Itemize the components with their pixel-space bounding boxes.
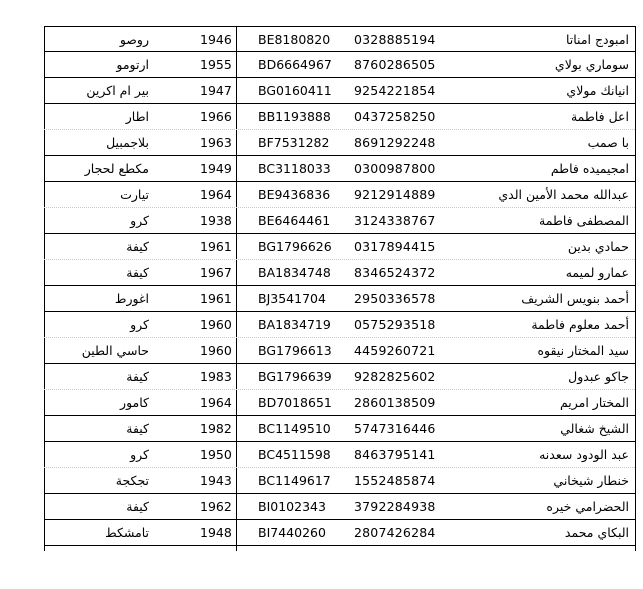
phone-cell: 3124338767 bbox=[354, 213, 436, 228]
document-number-cell: BC4511598 bbox=[258, 447, 331, 462]
phone-cell: 8760286505 bbox=[354, 57, 436, 72]
phone-cell: 0317894415 bbox=[354, 239, 436, 254]
document-number-cell: BE8180820 bbox=[258, 32, 331, 47]
birth-year-cell: 1946 bbox=[200, 32, 232, 47]
table-row bbox=[44, 416, 635, 442]
birth-year-cell: 1960 bbox=[200, 317, 232, 332]
birth-year-cell: 1947 bbox=[200, 83, 232, 98]
phone-cell: 8463795141 bbox=[354, 447, 436, 462]
phone-cell: 3792284938 bbox=[354, 499, 436, 514]
name-cell: عبد الودود سعدنه bbox=[539, 447, 629, 462]
birth-year-cell: 1955 bbox=[200, 57, 232, 72]
place-cell: اغورط bbox=[114, 291, 149, 306]
name-cell: سوماري بولاي bbox=[554, 57, 629, 72]
phone-cell: 8691292248 bbox=[354, 135, 436, 150]
phone-cell: 5747316446 bbox=[354, 421, 436, 436]
place-cell: كيفة bbox=[126, 265, 149, 280]
birth-year-cell: 1961 bbox=[200, 239, 232, 254]
table-row bbox=[44, 312, 635, 338]
document-number-cell: BJ3541704 bbox=[258, 291, 326, 306]
table-row bbox=[44, 494, 635, 520]
phone-cell: 2950336578 bbox=[354, 291, 436, 306]
records-table bbox=[44, 26, 635, 546]
document-number-cell: BI0102343 bbox=[258, 499, 326, 514]
table-row bbox=[44, 130, 635, 156]
name-cell: سيد المختار نيقوه bbox=[537, 343, 629, 358]
phone-cell: 0328885194 bbox=[354, 32, 436, 47]
phone-cell: 1552485874 bbox=[354, 473, 436, 488]
place-cell: روصو bbox=[119, 32, 149, 47]
place-cell: كرو bbox=[130, 447, 149, 462]
name-cell: امبودج امناتا bbox=[565, 32, 629, 47]
phone-cell: 0437258250 bbox=[354, 109, 436, 124]
birth-year-cell: 1966 bbox=[200, 109, 232, 124]
document-number-cell: BE9436836 bbox=[258, 187, 331, 202]
document-number-cell: BD7018651 bbox=[258, 395, 332, 410]
name-cell: المختار امريم bbox=[559, 395, 629, 410]
phone-cell: 2807426284 bbox=[354, 525, 436, 540]
place-cell: كيفة bbox=[126, 369, 149, 384]
birth-year-cell: 1964 bbox=[200, 395, 232, 410]
place-cell: اطار bbox=[125, 109, 149, 124]
birth-year-cell: 1983 bbox=[200, 369, 232, 384]
phone-cell: 9212914889 bbox=[354, 187, 436, 202]
birth-year-cell: 1967 bbox=[200, 265, 232, 280]
phone-cell: 9254221854 bbox=[354, 83, 436, 98]
place-cell: كامور bbox=[120, 395, 149, 410]
document-number-cell: BF7531282 bbox=[258, 135, 330, 150]
table-row bbox=[44, 364, 635, 390]
document-number-cell: BA1834748 bbox=[258, 265, 331, 280]
place-cell: مكطع لحجار bbox=[84, 161, 149, 176]
name-cell: المصطفى فاطمة bbox=[539, 213, 629, 228]
table-row bbox=[44, 78, 635, 104]
document-number-cell: BG0160411 bbox=[258, 83, 332, 98]
birth-year-cell: 1943 bbox=[200, 473, 232, 488]
name-cell: جاكو عبدول bbox=[568, 369, 629, 384]
table-row bbox=[44, 338, 635, 364]
birth-year-cell: 1962 bbox=[200, 499, 232, 514]
document-number-cell: BE6464461 bbox=[258, 213, 331, 228]
table-row bbox=[44, 234, 635, 260]
table-row bbox=[44, 26, 635, 52]
document-number-cell: BG1796626 bbox=[258, 239, 332, 254]
name-cell: اعل فاطمة bbox=[570, 109, 629, 124]
name-cell: أحمد بنويس الشريف bbox=[521, 291, 629, 306]
place-cell: كرو bbox=[130, 317, 149, 332]
document-number-cell: BC1149617 bbox=[258, 473, 331, 488]
name-cell: الحضرامي خيره bbox=[546, 499, 629, 514]
place-cell: كيفة bbox=[126, 421, 149, 436]
phone-cell: 4459260721 bbox=[354, 343, 436, 358]
name-cell: امجيميده فاطم bbox=[550, 161, 629, 176]
table-row bbox=[44, 182, 635, 208]
document-number-cell: BG1796639 bbox=[258, 369, 332, 384]
birth-year-cell: 1963 bbox=[200, 135, 232, 150]
place-cell: تجكجة bbox=[115, 473, 149, 488]
birth-year-cell: 1938 bbox=[200, 213, 232, 228]
birth-year-cell: 1949 bbox=[200, 161, 232, 176]
table-row bbox=[44, 468, 635, 494]
birth-year-cell: 1950 bbox=[200, 447, 232, 462]
phone-cell: 2860138509 bbox=[354, 395, 436, 410]
birth-year-cell: 1948 bbox=[200, 525, 232, 540]
place-cell: كيفة bbox=[126, 239, 149, 254]
name-cell: الشيخ شغالي bbox=[560, 421, 629, 436]
table-row bbox=[44, 52, 635, 78]
document-number-cell: BG1796613 bbox=[258, 343, 332, 358]
birth-year-cell: 1961 bbox=[200, 291, 232, 306]
place-cell: كيفة bbox=[126, 499, 149, 514]
place-cell: بلاجمبيل bbox=[106, 135, 149, 150]
document-number-cell: BC1149510 bbox=[258, 421, 331, 436]
table-row bbox=[44, 286, 635, 312]
birth-year-cell: 1960 bbox=[200, 343, 232, 358]
table-row bbox=[44, 156, 635, 182]
table-row bbox=[44, 520, 635, 546]
table-row bbox=[44, 260, 635, 286]
name-cell: أحمد معلوم فاطمة bbox=[531, 317, 629, 332]
document-number-cell: BB1193888 bbox=[258, 109, 331, 124]
table-row bbox=[44, 208, 635, 234]
name-cell: خنطار شيخاني bbox=[553, 473, 629, 488]
birth-year-cell: 1964 bbox=[200, 187, 232, 202]
document-number-cell: BI7440260 bbox=[258, 525, 326, 540]
place-cell: بير ام اكرين bbox=[86, 83, 149, 98]
document-number-cell: BD6664967 bbox=[258, 57, 332, 72]
place-cell: تيارت bbox=[120, 187, 149, 202]
name-cell: عمارو لميمه bbox=[565, 265, 629, 280]
phone-cell: 0575293518 bbox=[354, 317, 436, 332]
name-cell: عبدالله محمد الأمين الدي bbox=[498, 187, 629, 202]
place-cell: تامشكط bbox=[105, 525, 149, 540]
place-cell: كرو bbox=[130, 213, 149, 228]
name-cell: با صمب bbox=[587, 135, 629, 150]
document-number-cell: BC3118033 bbox=[258, 161, 331, 176]
table-row bbox=[44, 104, 635, 130]
birth-year-cell: 1982 bbox=[200, 421, 232, 436]
table-row bbox=[44, 442, 635, 468]
phone-cell: 0300987800 bbox=[354, 161, 436, 176]
place-cell: ارتومو bbox=[116, 57, 149, 72]
name-cell: انيانك مولاي bbox=[566, 83, 629, 98]
phone-cell: 9282825602 bbox=[354, 369, 436, 384]
table-border-right bbox=[635, 26, 636, 551]
document-number-cell: BA1834719 bbox=[258, 317, 331, 332]
name-cell: حمادي بدين bbox=[567, 239, 629, 254]
table-row bbox=[44, 390, 635, 416]
name-cell: البكاي محمد bbox=[564, 525, 629, 540]
place-cell: حاسي الطين bbox=[81, 343, 149, 358]
phone-cell: 8346524372 bbox=[354, 265, 436, 280]
